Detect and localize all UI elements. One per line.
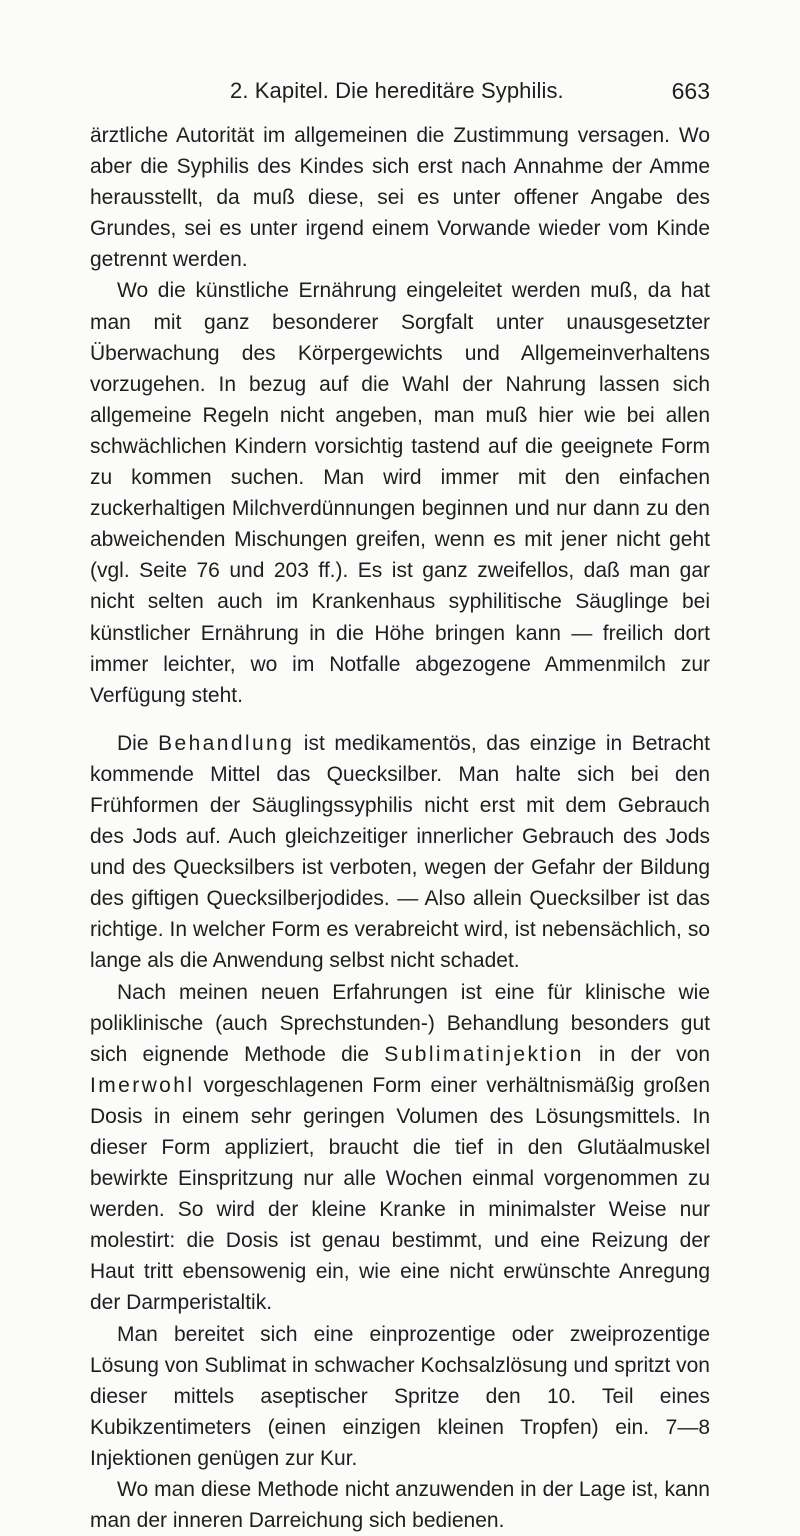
- paragraph-6: Wo man diese Methode nicht anzuwenden in der Lage ist, kann man der inneren Darreichung sich bedienen.: [90, 1478, 710, 1533]
- paragraph-4: [90, 977, 710, 1319]
- paragraph-3-lead: Die: [117, 731, 159, 755]
- body-text: [90, 120, 710, 1536]
- page-number: 663: [671, 78, 710, 104]
- paragraph-3: [90, 728, 710, 977]
- running-head: [90, 74, 710, 110]
- emphasis-sublimatinjektion: Sublimatinjektion: [384, 1042, 584, 1066]
- paragraph-5: Man bereitet sich eine einprozentige oder zweiprozentige Lösung von Sublimat in schwacher Kochsalzlösung und spritzt von dieser mittels aseptischer Spritze den 10. Teil eines Kubikzentimeters (einen einzigen kleinen Tropfen) ein. 7—8 Injektionen genügen zur Kur.: [90, 1322, 710, 1470]
- paragraph-4-rest: vorgeschlagenen Form einer verhältnismäßig großen Dosis in einem sehr geringen Volumen des Lösungsmittels. In dieser Form appliziert, braucht die tief in den Glutäalmuskel bewirkte Einspritzung nur alle Wochen einmal vorgenommen zu werden. So wird der kleine Kranke in minimalster Weise nur molestirt: die Dosis ist genau bestimmt, und eine Reizung der Haut tritt ebensowenig ein, wie eine nicht erwünschte Anregung der Darmperistaltik.: [90, 1073, 710, 1315]
- paragraph-2: Wo die künstliche Ernährung eingeleitet werden muß, da hat man mit ganz besonderer Sorgfalt unter unausgesetzter Überwachung des Körpergewichts und Allgemeinverhaltens vorzugehen. In bezug auf die Wahl der Nahrung lassen sich allgemeine Regeln nicht angeben, man muß hier wie bei allen schwächlichen Kindern vorsichtig tastend auf die geeignete Form zu kommen suchen. Man wird immer mit den einfachen zuckerhaltigen Milchverdünnungen beginnen und nur dann zu den abweichenden Mischungen greifen, wenn es mit jener nicht geht (vgl. Seite 76 und 203 ff.). Es ist ganz zweifellos, daß man gar nicht selten auch im Krankenhaus syphilitische Säuglinge bei künstlicher Ernährung in die Höhe bringen kann — freilich dort immer leichter, wo im Notfalle abgezogene Ammenmilch zur Verfügung steht.: [90, 279, 710, 707]
- emphasis-behandlung: Behandlung: [158, 731, 295, 755]
- paragraph-4-lead: Nach meinen neuen Erfahrungen ist eine für klinische wie poliklinische (auch Sprechstunden-) Behandlung besonders gut sich eignende Methode die: [90, 980, 710, 1066]
- emphasis-imerwohl: Imerwohl: [90, 1073, 195, 1097]
- running-title: 2. Kapitel. Die hereditäre Syphilis.: [230, 78, 564, 103]
- paragraph-3-rest: ist medikamentös, das einzige in Betracht kommende Mittel das Quecksilber. Man halte sich bei den Frühformen der Säuglingssyphilis nicht erst mit dem Gebrauch des Jods auf. Auch gleichzeitiger innerlicher Gebrauch des Jods und des Quecksilbers ist verboten, wegen der Gefahr der Bildung des giftigen Quecksilberjodides. — Also allein Quecksilber ist das richtige. In welcher Form es verabreicht wird, ist nebensächlich, so lange als die Anwendung selbst nicht schadet.: [90, 731, 710, 973]
- paragraph-1: ärztliche Autorität im allgemeinen die Zustimmung versagen. Wo aber die Syphilis des Kindes sich erst nach Annahme der Amme herausstellt, da muß diese, sei es unter offener Angabe des Grundes, sei es unter irgend einem Vorwande wieder vom Kinde getrennt werden.: [90, 124, 710, 272]
- paragraph-4-mid: in der von: [583, 1042, 710, 1066]
